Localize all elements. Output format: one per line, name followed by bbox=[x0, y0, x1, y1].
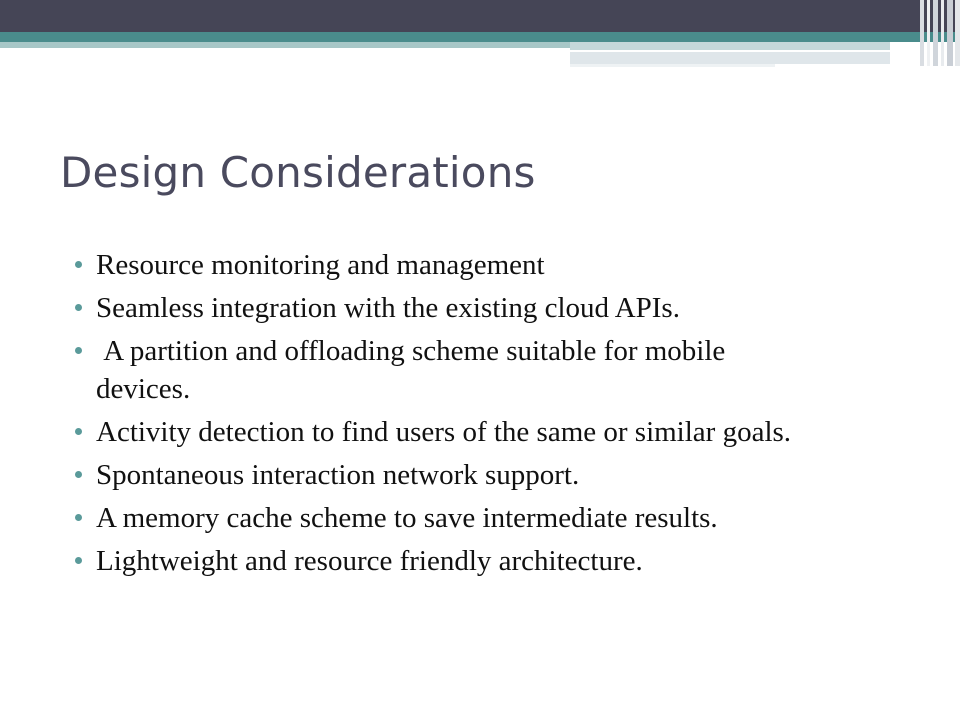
header-band-teal-light bbox=[0, 42, 570, 48]
bullet-dot-icon bbox=[75, 471, 82, 478]
bullet-dot-icon bbox=[75, 304, 82, 311]
bullet-item bbox=[78, 332, 796, 408]
header-edge-stripes bbox=[920, 0, 960, 66]
bullet-dot-icon bbox=[75, 428, 82, 435]
header-band-right-upper bbox=[570, 42, 890, 50]
bullet-text: Lightweight and resource friendly architecture. bbox=[96, 545, 643, 577]
bullet-item bbox=[78, 499, 928, 537]
bullet-text: Seamless integration with the existing cloud APIs. bbox=[96, 292, 680, 324]
bullet-item bbox=[78, 289, 928, 327]
header-band-dark bbox=[0, 0, 960, 32]
bullet-text: Activity detection to find users of the same or similar goals. bbox=[96, 416, 792, 448]
slide-title: Design Considerations bbox=[60, 148, 536, 197]
bullet-text: Spontaneous interaction network support. bbox=[96, 459, 580, 491]
bullet-item bbox=[78, 456, 928, 494]
bullet-item bbox=[78, 413, 928, 451]
bullet-dot-icon bbox=[75, 557, 82, 564]
header-band-right-lower bbox=[570, 64, 775, 67]
bullet-text: A partition and offloading scheme suitable for mobile devices. bbox=[96, 335, 733, 405]
bullet-dot-icon bbox=[75, 347, 82, 354]
bullet-item bbox=[78, 542, 928, 580]
header-band-teal bbox=[0, 32, 960, 42]
bullet-item bbox=[78, 246, 928, 284]
header-band-right-middle bbox=[570, 52, 890, 64]
bullet-text: A memory cache scheme to save intermediate results. bbox=[96, 502, 718, 534]
bullet-text: Resource monitoring and management bbox=[96, 249, 545, 281]
bullet-list bbox=[78, 246, 928, 585]
bullet-dot-icon bbox=[75, 261, 82, 268]
bullet-dot-icon bbox=[75, 514, 82, 521]
